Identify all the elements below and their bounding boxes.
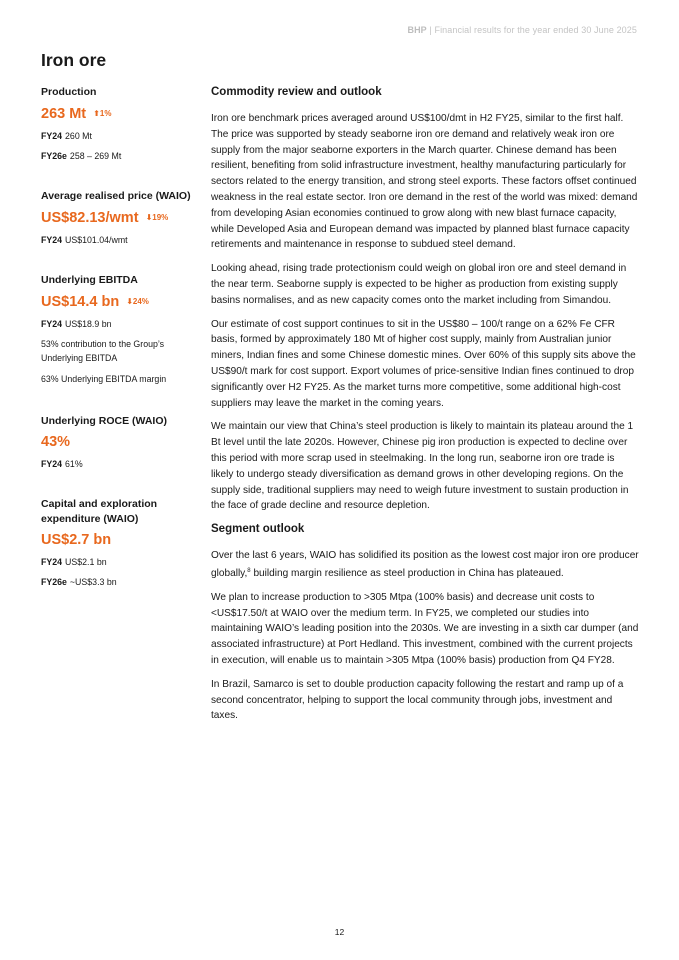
metric-fy24-value: US$101.04/wmt xyxy=(65,235,128,245)
metric-fy26e xyxy=(41,576,196,588)
page-number: 12 xyxy=(334,927,345,937)
metric-fy24 xyxy=(41,318,196,330)
metric-fy24-key: FY24 xyxy=(41,131,63,141)
metric-fy24-value: US$18.9 bn xyxy=(65,319,112,329)
footnote-ref[interactable]: 8 xyxy=(247,567,251,574)
metric-value xyxy=(41,104,196,124)
metric-label: Underlying EBITDA xyxy=(41,274,138,286)
metric-value-text: 43% xyxy=(41,433,71,450)
paragraph xyxy=(211,548,639,582)
arrow-down-icon: ⬇ xyxy=(145,213,153,222)
metric-fy26e xyxy=(41,150,196,162)
page-header xyxy=(407,25,637,35)
metrics-sidebar xyxy=(41,85,196,615)
metric-value-text: US$2.7 bn xyxy=(41,531,112,548)
metric-fy24-key: FY24 xyxy=(41,235,63,245)
metric-delta-text: 1% xyxy=(99,109,112,118)
metric-fy24 xyxy=(41,234,196,246)
metric-value-text: US$14.4 bn xyxy=(41,294,120,310)
metric-fy26e-key: FY26e xyxy=(41,151,67,161)
paragraph: Looking ahead, rising trade protectionism could weigh on global iron ore and steel demand in the near term. Seaborne supply is expected to be higher as production from existing supply basins normalises, and as new capacity comes onto the market including from Simandou. xyxy=(211,263,627,306)
arrow-down-icon: ⬇ xyxy=(126,297,133,306)
metric-fy24-key: FY24 xyxy=(41,556,63,567)
paragraph: Our estimate of cost support continues to sit in the US$80 – 100/t range on a 62% Fe CFR basis, formed by approximately 180 Mt of higher cost supply, mainly from Australian junior miners, Indian fines and some Chinese domestic mines. Over 60% of this supply sits above the US$90/t mark for cost support. Export volumes of price-sensitive Indian fines continued to drop significantly over H2 FY25. As the market turns more competitive, some additional high-cost suppliers may leave the market in the coming years. xyxy=(211,318,636,409)
metric-delta xyxy=(93,109,111,118)
metric-value xyxy=(41,433,196,452)
header-text: Financial results for the year ended 30 June 2025 xyxy=(434,25,637,35)
metric-fy24 xyxy=(41,130,196,142)
paragraph: We maintain our view that China’s steel production is likely to maintain its plateau around the 1 Bt level until the late 2020s. However, Chinese pig iron production is expected to decline over this period with more scrap used in steelmaking. In the long run, seaborne iron ore trade is likely to undergo steady diversification as demand grows in other developing regions. On the supply side, traditional suppliers may need to weigh future investment to sustain production in the face of grade decline and resource depletion. xyxy=(211,421,634,512)
metric-fy26e-value: ~US$3.3 bn xyxy=(69,576,117,587)
metric-fy24-key: FY24 xyxy=(41,319,63,329)
metric-delta xyxy=(146,213,169,222)
metric-label: Production xyxy=(41,86,97,98)
metric-fy24 xyxy=(41,458,196,470)
metric-delta-text: 24% xyxy=(132,297,149,306)
paragraph-text: building margin resilience as steel production in China has plateaued. xyxy=(250,567,564,579)
metric-fy24 xyxy=(41,556,196,568)
metric-note: 53% contribution to the Group’s Underlying EBITDA xyxy=(41,339,165,363)
metric-fy26e-key: FY26e xyxy=(41,576,67,587)
metric-capex xyxy=(41,497,196,588)
metric-value-text: US$82.13/wmt xyxy=(41,210,139,226)
metric-fy24-value: 61% xyxy=(65,458,83,469)
metric-label: Average realised price (WAIO) xyxy=(41,190,191,202)
metric-fy24-value: US$2.1 bn xyxy=(65,556,107,567)
metric-price xyxy=(41,189,196,246)
metric-value xyxy=(41,292,196,312)
metric-note: 63% Underlying EBITDA margin xyxy=(41,374,167,384)
metric-fy24-key: FY24 xyxy=(41,458,63,469)
section-heading-commodity: Commodity review and outlook xyxy=(211,86,382,98)
header-brand: BHP xyxy=(407,25,427,35)
header-separator: | xyxy=(429,25,432,35)
main-content xyxy=(211,85,639,732)
metric-roce xyxy=(41,414,196,470)
metric-fy24-value: 260 Mt xyxy=(65,131,92,141)
paragraph-text: Over the last 6 years, WAIO has solidified its position as the lowest cost major iron ore producer globally, xyxy=(211,550,639,579)
paragraph: Iron ore benchmark prices averaged around US$100/dmt in H2 FY25, similar to the first half. The price was supported by steady seaborne iron ore demand and relatively weak iron ore supply from the major seaborne exporters in the March quarter. Chinese demand has been resilient, benefiting from solid infrastructure investment, healthy manufacturing particularly for sectors related to the energy transition, and strong steel exports. These factors offset continued weakness in the real estate sector. Iron ore demand in the rest of the world was mixed: demand from developing Asian economies continued to grow along with new blast furnace capacity, while Developed Asia and European demand was impacted by planned blast furnace capacity retirements and maintenance in response to subdued steel demand. xyxy=(211,113,638,251)
metric-production xyxy=(41,85,196,162)
paragraph: In Brazil, Samarco is set to double production capacity following the restart and ramp up of a second concentrator, helping to support the local community through jobs, investment and taxes. xyxy=(211,678,624,722)
metric-fy26e-value: 258 – 269 Mt xyxy=(69,151,122,161)
metric-delta-text: 19% xyxy=(152,213,169,222)
arrow-up-icon: ⬆ xyxy=(93,109,100,118)
metric-value xyxy=(41,208,196,228)
metric-value xyxy=(41,531,196,550)
metric-label: Capital and exploration expenditure (WAIO) xyxy=(41,497,158,525)
metric-ebitda xyxy=(41,273,196,387)
paragraph: We plan to increase production to >305 Mtpa (100% basis) and decrease unit costs to <US$17.50/t at WAIO over the medium term. In FY25, we completed our studies into maintaining WAIO’s leading position into the 2030s. We are investing in a sixth car dumper (and associated infrastructure) at Port Hedland. This investment, combined with the current projects in execution, will enable us to maintain >305 Mtpa (100% basis) production from Q4 FY28. xyxy=(211,591,639,666)
metric-value-text: 263 Mt xyxy=(41,106,87,122)
metric-label: Underlying ROCE (WAIO) xyxy=(41,414,167,427)
metric-delta xyxy=(126,297,149,306)
page-title: Iron ore xyxy=(41,50,107,70)
section-heading-segment: Segment outlook xyxy=(211,523,305,536)
